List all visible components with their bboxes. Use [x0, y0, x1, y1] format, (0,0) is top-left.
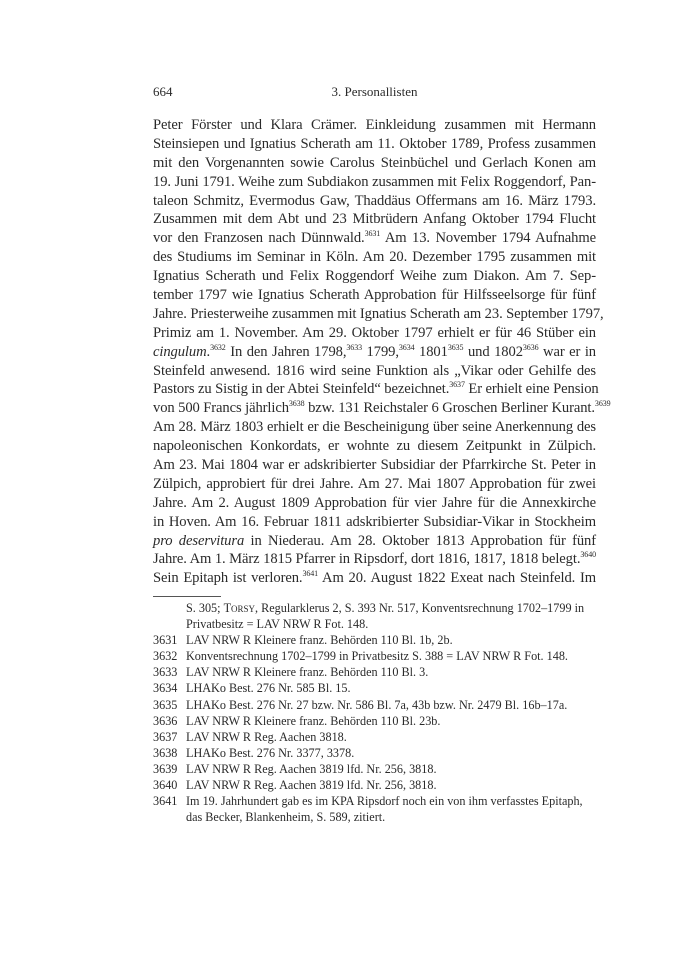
footnote-text-line: LAV NRW R Kleinere franz. Behörden 110 Bl. 23b.: [186, 713, 441, 728]
footnote-text-line: LAV NRW R Kleinere franz. Behörden 110 Bl. 1b, 2b.: [186, 633, 453, 648]
text-run: taleon Schmitz, Evermodus Gaw, Thaddäus Offermans am 16. März 1793.: [153, 192, 596, 209]
footnote-ref: 3637: [449, 380, 465, 390]
footnote-number: 3631: [153, 633, 178, 648]
text-run: Am 13. November 1794 Aufnahme: [380, 230, 596, 247]
footnote-number: 3641: [153, 794, 178, 809]
footnote-text: [186, 697, 596, 713]
body-line: [153, 248, 596, 267]
footnote: [153, 664, 596, 680]
text-run: Peter Förster und Klara Crämer. Einkleidung zusammen mit Hermann: [153, 117, 596, 133]
body-line: [153, 192, 596, 211]
footnote: [153, 648, 596, 664]
text-run: Am 28. März 1803 erhielt er die Bescheinigung über seine Anerkennung des: [153, 419, 596, 436]
text-run: napoleonischen Konkordats, er wohnte zu diesem Zeitpunkt in Zülpich.: [153, 438, 596, 455]
footnote-ref: 3631: [364, 229, 381, 239]
footnote: [153, 713, 596, 729]
body-line: [153, 135, 596, 154]
text-run: 1799,: [362, 343, 399, 360]
footnote-list: [153, 632, 596, 825]
footnote-ref: 3641: [302, 569, 319, 579]
footnote-ref: 3638: [288, 399, 305, 409]
footnote: [153, 680, 596, 696]
text-run: bzw. 131 Reichstaler 6 Groschen Berliner Kurant.: [304, 400, 595, 417]
footnote-number: 3633: [153, 665, 178, 680]
text-run: Er erhielt eine Pension: [464, 381, 599, 398]
text-run: Jahre. Am 1. März 1815 Pfarrer in Ripsdorf, dort 1816, 1817, 1818 belegt.: [153, 551, 581, 568]
footnote-separator: [153, 596, 221, 597]
text-run: Jahre. Am 2. August 1809 Approbation für vier Jahre für die Annexkirche: [153, 494, 596, 511]
text-run: mit den Vorgenannten sowie Carolus Steinbüchel und Gerlach Konen am: [153, 154, 596, 171]
footnote-ref: 3633: [346, 342, 363, 352]
text-run: Jahre. Priesterweihe zusammen mit Ignatius Scherath am 23. September 1797,: [153, 305, 604, 322]
footnote-text-line: Konventsrechnung 1702–1799 in Privatbesitz S. 388 = LAV NRW R Fot. 148.: [186, 649, 568, 664]
running-head: [153, 84, 596, 102]
body-line: [153, 229, 596, 248]
text-run: war er in: [538, 343, 596, 360]
footnote-text: [186, 648, 596, 664]
body-line: [153, 362, 596, 381]
footnote-number: 3636: [153, 713, 178, 728]
running-head-title: 3. Personallisten: [331, 84, 418, 99]
footnote: [153, 729, 596, 745]
text-run: tember 1797 wie Ignatius Scherath Approbation für Hilfsseelsorge für fünf: [153, 287, 596, 304]
footnote-text-line: Im 19. Jahrhundert gab es im KPA Ripsdorf noch ein von ihm verfasstes Epitaph,: [186, 794, 583, 809]
footnote: [153, 745, 596, 761]
footnote-ref: 3640: [580, 550, 596, 560]
body-line: [153, 286, 596, 305]
footnote-ref: 3639: [594, 399, 611, 409]
text-run: Ignatius Scherath und Felix Roggendorf Weihe zum Diakon. Am 7. Sep-: [153, 268, 596, 285]
footnote-number: 3640: [153, 778, 178, 793]
text-run: Primiz am 1. November. Am 29. Oktober 1797 erhielt er für 46 Stüber ein: [153, 324, 596, 341]
page-number: 664: [153, 84, 173, 99]
body-line: [153, 154, 596, 173]
footnote-continuation-line: [186, 600, 596, 616]
text-run: in Hoven. Am 16. Februar 1811 adskribierter Subsidiar-Vikar in Stockheim: [153, 513, 596, 530]
footnote-ref: 3634: [398, 342, 415, 352]
text-run: Zülpich, approbiert für drei Jahre. Am 27. Mai 1807 Approbation für zwei: [153, 475, 596, 492]
footnote-text: S. 305;: [186, 601, 224, 615]
footnote-text-line: LAV NRW R Reg. Aachen 3819 lfd. Nr. 256, 3818.: [186, 761, 437, 776]
footnote-ref: 3632: [210, 342, 226, 352]
footnote-ref: 3636: [522, 342, 539, 352]
text-run: Steinsiepen und Ignatius Scherath am 11. Oktober 1789, Profess zusammen: [153, 135, 596, 152]
text-run: von 500 Francs jährlich: [153, 400, 289, 417]
text-run: vor den Franzosen nach Dünnwald.: [153, 230, 365, 247]
footnote-text: [186, 777, 596, 793]
text-run: Zusammen mit dem Abt und 23 Mitbrüdern Anfang Oktober 1794 Flucht: [153, 211, 596, 228]
footnote-number: 3634: [153, 681, 178, 696]
footnote-number: 3637: [153, 729, 178, 744]
footnote-text-line: LHAKo Best. 276 Nr. 27 bzw. Nr. 586 Bl. 7a, 43b bzw. Nr. 2479 Bl. 16b–17a.: [186, 697, 568, 712]
body-line: [153, 569, 596, 588]
footnote-number: 3635: [153, 697, 178, 712]
text-run: In den Jahren 1798,: [225, 343, 347, 360]
text-run: .: [206, 343, 211, 360]
footnote-text: [186, 632, 596, 648]
footnote-ref: 3635: [447, 342, 464, 352]
body-line: [153, 267, 596, 286]
body-line: [153, 210, 596, 229]
body-line: [153, 418, 596, 437]
body-line: [153, 173, 596, 192]
text-run: 1801: [414, 343, 448, 360]
footnote: [153, 697, 596, 713]
text-run: 19. Juni 1791. Weihe zum Subdiakon zusammen mit Felix Roggendorf, Pan-: [153, 173, 596, 190]
author-name: Torsy: [223, 601, 256, 615]
italic-term: cingulum: [153, 343, 207, 360]
footnote-continuation: [153, 600, 596, 632]
body-line: [153, 475, 596, 494]
body-line: [153, 456, 596, 475]
body-line: [153, 399, 611, 418]
text-run: Am 20. August 1822 Exeat nach Steinfeld. Im: [318, 570, 596, 587]
footnote: [153, 793, 596, 825]
footnote: [153, 777, 596, 793]
body-line: [153, 550, 596, 569]
footnote-number: 3639: [153, 761, 178, 776]
text-run: Sein Epitaph ist verloren.: [153, 570, 303, 587]
footnotes: [153, 600, 596, 825]
footnote-number: 3638: [153, 745, 178, 760]
footnote-text: [186, 664, 596, 680]
text-run: Steinfeld anwesend. 1816 wird seine Funktion als „Vikar oder Gehilfe des: [153, 362, 596, 379]
body-line: [153, 532, 596, 551]
footnote: [153, 761, 596, 777]
text-run: in Niederau. Am 28. Oktober 1813 Approbation für fünf: [244, 532, 596, 549]
footnote-text-line: LAV NRW R Kleinere franz. Behörden 110 Bl. 3.: [186, 665, 429, 680]
footnote-text: [186, 729, 596, 745]
footnote-text-line: das Becker, Blankenheim, S. 589, zitiert.: [186, 810, 386, 825]
body-line: [153, 380, 599, 399]
text-run: des Studiums im Seminar in Köln. Am 20. Dezember 1795 zusammen mit: [153, 249, 596, 266]
footnote-text: [186, 745, 596, 761]
footnote-text: [186, 761, 596, 777]
footnote-text: [186, 793, 596, 825]
text-run: Pastors zu Sistig in der Abtei Steinfeld“ bezeichnet.: [153, 381, 450, 398]
body-text: [153, 116, 611, 588]
footnote-text-line: LAV NRW R Reg. Aachen 3818.: [186, 729, 347, 744]
footnote-text-line: LHAKo Best. 276 Nr. 585 Bl. 15.: [186, 681, 351, 696]
footnote-continuation-line: Privatbesitz = LAV NRW R Fot. 148.: [186, 617, 369, 632]
body-line: [153, 437, 596, 456]
footnote-text-line: LAV NRW R Reg. Aachen 3819 lfd. Nr. 256, 3818.: [186, 778, 437, 793]
body-line: [153, 305, 604, 324]
footnote-text: [186, 680, 596, 696]
text-run: und 1802: [463, 343, 523, 360]
body-line: [153, 343, 596, 362]
footnote-number: 3632: [153, 649, 178, 664]
text-run: Am 23. Mai 1804 war er adskribierter Subsidiar der Pfarrkirche St. Peter in: [153, 457, 596, 474]
footnote-text-line: LHAKo Best. 276 Nr. 3377, 3378.: [186, 745, 355, 760]
italic-term: pro deservitura: [153, 532, 245, 549]
body-line: [153, 513, 596, 532]
footnote-text: , Regularklerus 2, S. 393 Nr. 517, Konventsrechnung 1702–1799 in: [255, 601, 585, 615]
body-line: [153, 324, 596, 343]
footnote: [153, 632, 596, 648]
body-line: [153, 116, 596, 135]
footnote-text: [186, 713, 596, 729]
body-line: [153, 494, 596, 513]
